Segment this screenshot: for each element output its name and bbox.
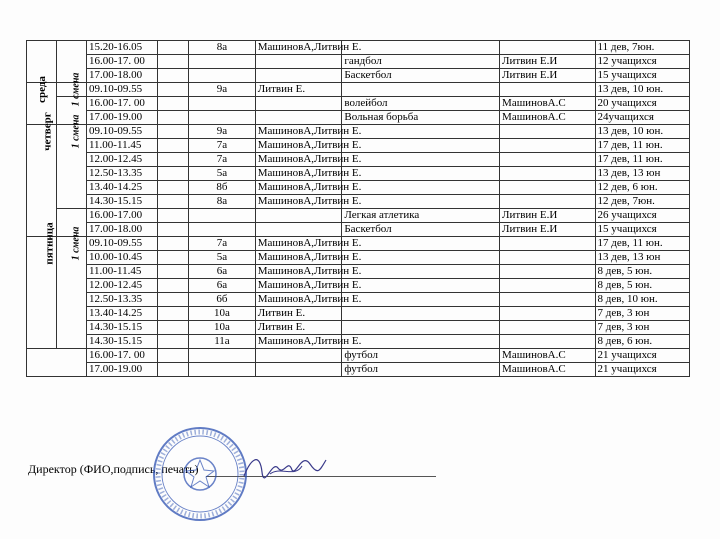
class-cell: 11а <box>189 335 256 349</box>
info-cell: 13 дев, 13 юн <box>595 251 689 265</box>
day-cell-fri-label: пятница <box>43 222 56 265</box>
blank-cell <box>158 279 189 293</box>
teacher-cell: МашиновА,Литвин Е. <box>255 41 342 55</box>
table-row <box>27 153 690 167</box>
sport-cell <box>342 237 500 251</box>
blank-cell <box>158 363 189 377</box>
sport-cell <box>342 279 500 293</box>
day-cell-thu-label: четверг <box>41 112 54 151</box>
class-cell: 6а <box>189 265 256 279</box>
schedule-body <box>27 41 690 377</box>
info-cell: 13 дев, 10 юн. <box>595 83 689 97</box>
teacher-cell: МашиновА,Литвин Е. <box>255 279 342 293</box>
teacher-cell: Литвин Е. <box>255 307 342 321</box>
sport-cell <box>342 307 500 321</box>
coach-cell <box>500 83 596 97</box>
table-row <box>27 55 690 69</box>
coach-cell: МашиновА.С <box>500 349 596 363</box>
handwritten-signature-icon <box>240 446 330 486</box>
class-cell: 9а <box>189 125 256 139</box>
blank-cell <box>158 223 189 237</box>
time-cell: 17.00-18.00 <box>86 223 157 237</box>
table-row <box>27 251 690 265</box>
time-cell: 11.00-11.45 <box>86 139 157 153</box>
teacher-cell: МашиновА,Литвин Е. <box>255 237 342 251</box>
teacher-cell: МашиновА,Литвин Е. <box>255 265 342 279</box>
sport-cell <box>342 335 500 349</box>
table-row <box>27 83 690 97</box>
sport-cell <box>342 293 500 307</box>
blank-cell <box>158 321 189 335</box>
official-seal-icon <box>150 424 250 524</box>
coach-cell: МашиновА.С <box>500 363 596 377</box>
teacher-cell: Литвин Е. <box>255 321 342 335</box>
blank-cell <box>158 69 189 83</box>
sport-cell <box>342 265 500 279</box>
teacher-cell <box>255 223 342 237</box>
class-cell <box>189 209 256 223</box>
class-cell: 8а <box>189 41 256 55</box>
class-cell: 7а <box>189 237 256 251</box>
teacher-cell: МашиновА,Литвин Е. <box>255 125 342 139</box>
teacher-cell <box>255 209 342 223</box>
coach-cell <box>500 265 596 279</box>
coach-cell <box>500 279 596 293</box>
sport-cell: Легкая атлетика <box>342 209 500 223</box>
table-row <box>27 321 690 335</box>
teacher-cell: МашиновА,Литвин Е. <box>255 153 342 167</box>
blank-cell <box>158 41 189 55</box>
class-cell <box>189 363 256 377</box>
class-cell <box>189 69 256 83</box>
time-cell: 12.50-13.35 <box>86 167 157 181</box>
blank-cell <box>158 209 189 223</box>
class-cell: 5а <box>189 167 256 181</box>
table-row <box>27 181 690 195</box>
blank-cell <box>158 125 189 139</box>
blank-cell <box>158 111 189 125</box>
blank-cell <box>158 167 189 181</box>
shift-cell-wed <box>56 72 86 107</box>
coach-cell: МашиновА.С <box>500 111 596 125</box>
info-cell: 13 дев, 10 юн. <box>595 125 689 139</box>
class-cell: 7а <box>189 153 256 167</box>
coach-cell <box>500 307 596 321</box>
class-cell <box>189 223 256 237</box>
table-row <box>27 167 690 181</box>
sport-cell <box>342 181 500 195</box>
shift-cell-fri <box>56 226 86 349</box>
teacher-cell: МашиновА,Литвин Е. <box>255 251 342 265</box>
coach-cell <box>500 153 596 167</box>
table-row <box>27 335 690 349</box>
sport-cell <box>342 125 500 139</box>
info-cell: 13 дев, 13 юн <box>595 167 689 181</box>
table-row <box>27 363 690 377</box>
teacher-cell: МашиновА,Литвин Е. <box>255 139 342 153</box>
coach-cell: Литвин Е.И <box>500 223 596 237</box>
blank-cell <box>158 139 189 153</box>
time-cell: 16.00-17.00 <box>86 209 157 223</box>
coach-cell <box>500 251 596 265</box>
blank-cell <box>158 251 189 265</box>
table-row <box>27 69 690 83</box>
day-cell-wed-label: среда <box>35 76 48 103</box>
sport-cell <box>342 167 500 181</box>
class-cell: 10а <box>189 321 256 335</box>
info-cell: 8 дев, 5 юн. <box>595 265 689 279</box>
sport-cell <box>342 321 500 335</box>
coach-cell <box>500 167 596 181</box>
blank-cell <box>158 349 189 363</box>
blank-cell <box>158 307 189 321</box>
schedule-table <box>26 40 690 377</box>
time-cell: 14.30-15.15 <box>86 335 157 349</box>
table-row <box>27 139 690 153</box>
teacher-cell <box>255 349 342 363</box>
table-row <box>27 349 690 363</box>
table-row <box>27 237 690 251</box>
teacher-cell <box>255 69 342 83</box>
info-cell: 8 дев, 10 юн. <box>595 293 689 307</box>
class-cell <box>189 111 256 125</box>
table-row <box>27 293 690 307</box>
time-cell: 12.00-12.45 <box>86 153 157 167</box>
class-cell <box>189 349 256 363</box>
sport-cell: Баскетбол <box>342 223 500 237</box>
teacher-cell: МашиновА,Литвин Е. <box>255 293 342 307</box>
time-cell: 12.00-12.45 <box>86 279 157 293</box>
time-cell: 09.10-09.55 <box>86 125 157 139</box>
info-cell: 26 учащихся <box>595 209 689 223</box>
info-cell: 12 дев, 6 юн. <box>595 181 689 195</box>
table-row <box>27 195 690 209</box>
table-row <box>27 223 690 237</box>
coach-cell <box>500 41 596 55</box>
coach-cell <box>500 125 596 139</box>
time-cell: 14.30-15.15 <box>86 195 157 209</box>
table-row <box>27 41 690 55</box>
coach-cell <box>500 181 596 195</box>
sport-cell <box>342 139 500 153</box>
table-row <box>27 97 690 111</box>
time-cell: 17.00-19.00 <box>86 363 157 377</box>
coach-cell: Литвин Е.И <box>500 55 596 69</box>
info-cell: 21 учащихся <box>595 349 689 363</box>
class-cell: 6б <box>189 293 256 307</box>
time-cell: 10.00-10.45 <box>86 251 157 265</box>
info-cell: 20 учащихся <box>595 97 689 111</box>
coach-cell <box>500 321 596 335</box>
shift-cell-thu-label: 1 смена <box>70 114 82 149</box>
info-cell: 15 учащихся <box>595 69 689 83</box>
sport-cell: футбол <box>342 363 500 377</box>
time-cell: 14.30-15.15 <box>86 321 157 335</box>
table-row <box>27 307 690 321</box>
time-cell: 12.50-13.35 <box>86 293 157 307</box>
sport-cell <box>342 195 500 209</box>
teacher-cell: МашиновА,Литвин Е. <box>255 335 342 349</box>
info-cell: 11 дев, 7юн. <box>595 41 689 55</box>
table-row <box>27 125 690 139</box>
time-cell: 17.00-18.00 <box>86 69 157 83</box>
time-cell: 16.00-17. 00 <box>86 55 157 69</box>
info-cell: 24учащихся <box>595 111 689 125</box>
blank-cell <box>158 97 189 111</box>
blank-cell <box>158 265 189 279</box>
teacher-cell: МашиновА,Литвин Е. <box>255 195 342 209</box>
blank-cell <box>158 153 189 167</box>
blank-cell <box>158 195 189 209</box>
sport-cell <box>342 83 500 97</box>
sport-cell: гандбол <box>342 55 500 69</box>
info-cell: 7 дев, 3 юн <box>595 321 689 335</box>
time-cell: 11.00-11.45 <box>86 265 157 279</box>
coach-cell <box>500 139 596 153</box>
sport-cell: футбол <box>342 349 500 363</box>
coach-cell: Литвин Е.И <box>500 69 596 83</box>
blank-cell <box>158 335 189 349</box>
shift-cell-fri-label: 1 смена <box>70 226 82 261</box>
class-cell: 6а <box>189 279 256 293</box>
coach-cell: Литвин Е.И <box>500 209 596 223</box>
teacher-cell <box>255 363 342 377</box>
sport-cell: Вольная борьба <box>342 111 500 125</box>
teacher-cell <box>255 97 342 111</box>
time-cell: 09.10-09.55 <box>86 83 157 97</box>
time-cell: 13.40-14.25 <box>86 181 157 195</box>
coach-cell <box>500 195 596 209</box>
blank-day-cell <box>27 349 87 377</box>
info-cell: 17 дев, 11 юн. <box>595 237 689 251</box>
class-cell: 7а <box>189 139 256 153</box>
teacher-cell <box>255 55 342 69</box>
info-cell: 17 дев, 11 юн. <box>595 139 689 153</box>
info-cell: 15 учащихся <box>595 223 689 237</box>
class-cell <box>189 55 256 69</box>
shift-cell-thu <box>56 114 86 209</box>
blank-cell <box>158 55 189 69</box>
coach-cell: МашиновА.С <box>500 97 596 111</box>
coach-cell <box>500 293 596 307</box>
sport-cell: Баскетбол <box>342 69 500 83</box>
class-cell: 8а <box>189 195 256 209</box>
class-cell: 8б <box>189 181 256 195</box>
coach-cell <box>500 335 596 349</box>
day-cell-thu <box>27 112 57 237</box>
day-cell-fri <box>27 222 57 349</box>
info-cell: 17 дев, 11 юн. <box>595 153 689 167</box>
info-cell: 7 дев, 3 юн <box>595 307 689 321</box>
class-cell: 10а <box>189 307 256 321</box>
table-row <box>27 111 690 125</box>
teacher-cell: МашиновА,Литвин Е. <box>255 181 342 195</box>
blank-cell <box>158 237 189 251</box>
time-cell: 13.40-14.25 <box>86 307 157 321</box>
table-row <box>27 279 690 293</box>
info-cell: 8 дев, 6 юн. <box>595 335 689 349</box>
teacher-cell <box>255 111 342 125</box>
time-cell: 16.00-17. 00 <box>86 349 157 363</box>
time-cell: 15.20-16.05 <box>86 41 157 55</box>
class-cell: 5а <box>189 251 256 265</box>
director-signature-line: Директор (ФИО,подпись, печать) <box>28 462 199 476</box>
shift-cell-wed-label: 1 смена <box>70 72 82 107</box>
info-cell: 8 дев, 5 юн. <box>595 279 689 293</box>
time-cell: 09.10-09.55 <box>86 237 157 251</box>
blank-cell <box>158 83 189 97</box>
sport-cell <box>342 251 500 265</box>
info-cell: 21 учащихся <box>595 363 689 377</box>
info-cell: 12 дев, 7юн. <box>595 195 689 209</box>
blank-cell <box>158 293 189 307</box>
sport-cell <box>342 153 500 167</box>
teacher-cell: Литвин Е. <box>255 83 342 97</box>
time-cell: 17.00-19.00 <box>86 111 157 125</box>
info-cell: 12 учащихся <box>595 55 689 69</box>
time-cell: 16.00-17. 00 <box>86 97 157 111</box>
coach-cell <box>500 237 596 251</box>
sport-cell <box>342 41 500 55</box>
class-cell <box>189 97 256 111</box>
table-row <box>27 209 690 223</box>
sport-cell: волейбол <box>342 97 500 111</box>
class-cell: 9а <box>189 83 256 97</box>
teacher-cell: МашиновА,Литвин Е. <box>255 167 342 181</box>
blank-cell <box>158 181 189 195</box>
table-row <box>27 265 690 279</box>
